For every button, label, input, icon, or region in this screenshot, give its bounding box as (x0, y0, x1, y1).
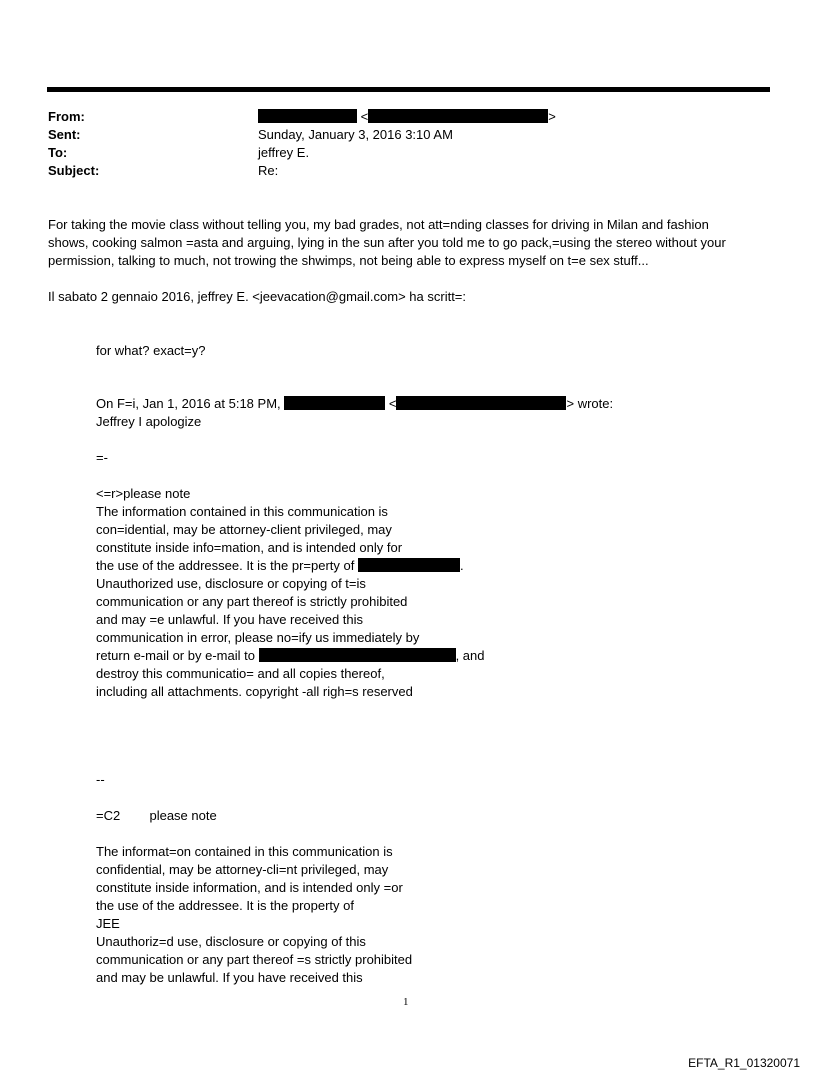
disclaimer-line: and may =e unlawful. If you have received this (96, 612, 364, 627)
disclaimer-line: including all attachments. copyright -all righ=s reserved (96, 684, 413, 699)
disclaimer-line: Unauthorized use, disclosure or copying of t=is (96, 576, 366, 591)
subject-label: Subject: (48, 163, 100, 178)
on-suffix: > wrote: (566, 396, 614, 411)
property-line (96, 557, 485, 575)
note-header: <=r>please note (96, 486, 191, 501)
subject-value: Re: (258, 163, 279, 178)
page-number: 1 (403, 996, 409, 1008)
to-label: To: (48, 145, 68, 160)
reply-line: for what? exact=y? (96, 343, 206, 358)
message-body (48, 216, 726, 270)
disclaimer-line: constitute inside information, and is intended only =or (96, 880, 403, 895)
email-prefix: return e-mail or by e-mail to (96, 648, 255, 663)
sent-label: Sent: (48, 127, 81, 142)
redacted-name (284, 396, 385, 410)
separator: =- (96, 450, 108, 465)
property-suffix: . (459, 558, 464, 573)
from-value (258, 109, 556, 124)
disclaimer-block-1 (96, 485, 485, 701)
sent-value: Sunday, January 3, 2016 3:10 AM (258, 127, 453, 142)
disclaimer-line: communication in error, please no=ify us immediately by (96, 630, 420, 645)
apology-line: Jeffrey I apologize (96, 414, 202, 429)
quoted-header (96, 395, 613, 413)
redacted-sender-email (368, 109, 548, 123)
disclaimer-line: con=idential, may be attorney-client privileged, may (96, 522, 392, 537)
on-prefix: On F=i, Jan 1, 2016 at 5:18 PM, (96, 396, 281, 411)
disclaimer-line: confidential, may be attorney-cli=nt privileged, may (96, 862, 389, 877)
quote-intro: Il sabato 2 gennaio 2016, jeffrey E. <jeevacation@gmail.com> ha scritt=: (48, 289, 467, 304)
c2-note: please note (149, 808, 217, 823)
disclaimer-line: Unauthoriz=d use, disclosure or copying of this (96, 934, 366, 949)
disclaimer-line: the use of the addressee. It is the property of (96, 898, 354, 913)
disclaimer-line: and may be unlawful. If you have received this (96, 970, 363, 985)
disclaimer-line: destroy this communicatio= and all copies thereof, (96, 666, 385, 681)
from-gt: > (548, 109, 556, 124)
disclaimer-line: The informat=on contained in this communication is (96, 844, 393, 859)
redacted-email-address (259, 648, 456, 662)
disclaimer-block-2 (96, 843, 412, 987)
header-rule (47, 87, 770, 92)
body-line: permission, talking to much, not trowing the shwimps, not being able to express myself on t=e sex stuff... (48, 253, 649, 268)
email-line (96, 647, 485, 665)
c2-line (96, 807, 217, 825)
body-line: shows, cooking salmon =asta and arguing, lying in the sun after you told me to go pack,=using the stereo without your (48, 235, 726, 250)
to-value: jeffrey E. (258, 145, 310, 160)
redacted-email (396, 396, 566, 410)
from-label: From: (48, 109, 85, 124)
on-lt: < (388, 396, 397, 411)
disclaimer-line: JEE (96, 916, 120, 931)
email-suffix: , and (455, 648, 485, 663)
from-lt: < (360, 109, 369, 124)
disclaimer-line: communication or any part thereof =s strictly prohibited (96, 952, 413, 967)
document-id: EFTA_R1_01320071 (688, 1056, 800, 1070)
disclaimer-line: constitute inside info=mation, and is intended only for (96, 540, 403, 555)
redacted-sender-name (258, 109, 357, 123)
disclaimer-line: communication or any part thereof is strictly prohibited (96, 594, 408, 609)
redacted-property (358, 558, 460, 572)
property-prefix: the use of the addressee. It is the pr=perty of (96, 558, 355, 573)
c2-code: =C2 (96, 808, 121, 823)
disclaimer-line: The information contained in this communication is (96, 504, 388, 519)
dashes: -- (96, 772, 105, 787)
body-line: For taking the movie class without telling you, my bad grades, not att=nding classes for driving in Milan and fashion (48, 217, 709, 232)
